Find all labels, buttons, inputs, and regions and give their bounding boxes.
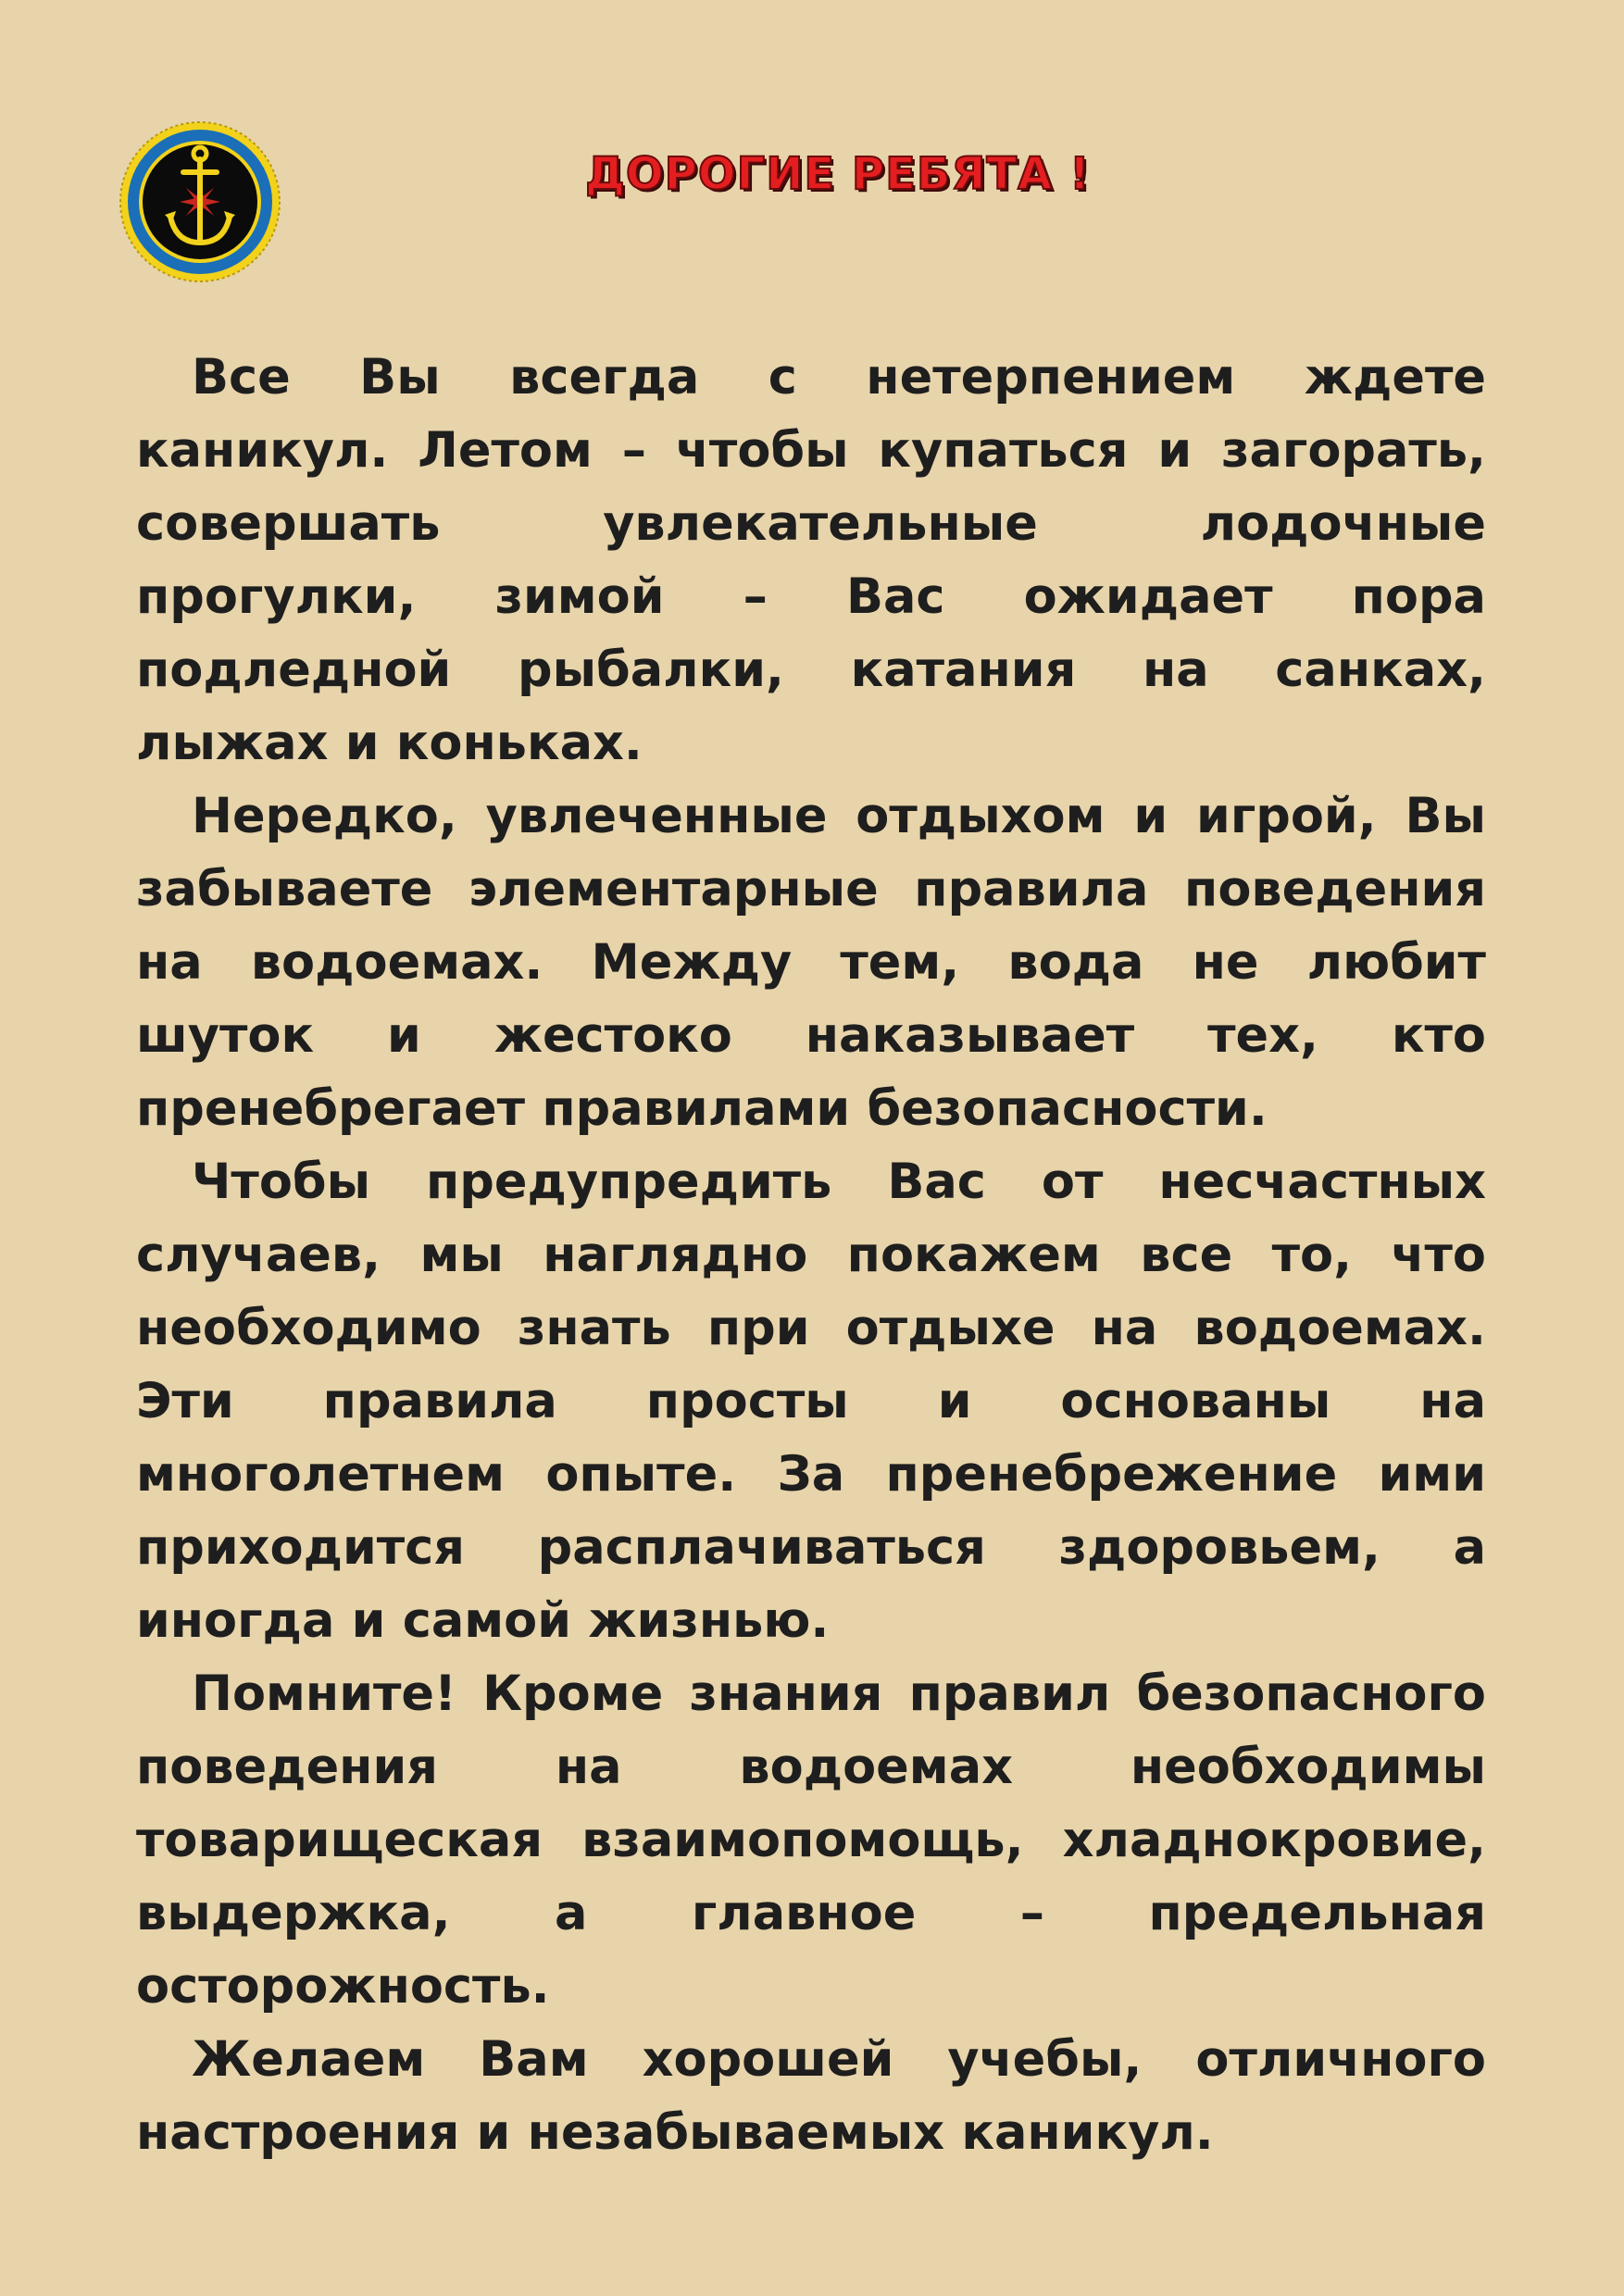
page-title: ДОРОГИЕ РЕБЯТА ! [585,148,1091,200]
letter-body [136,341,1486,2169]
paragraph: Помните! Кроме знания правил безопасного поведения на водоемах необходимы товарищеская взаимопомощь, хладнокровие, выдержка, а главное – предельная осторожность. [136,1666,1486,2015]
paragraph: Желаем Вам хорошей учебы, отличного настроения и незабываемых каникул. [136,2031,1486,2161]
paragraph: Чтобы предупредить Вас от несчастных случаев, мы наглядно покажем все то, что необходимо знать при отдыхе на водоемах. Эти правила просты и основаны на многолетнем опыте. За пренебрежение ими приходится расплачиваться здоровьем, а иногда и самой жизнью. [136,1154,1486,1649]
paragraph: Нередко, увлеченные отдыхом и игрой, Вы забываете элементарные правила поведения на водоемах. Между тем, вода не любит шуток и жестоко наказывает тех, кто пренебрегает правилами безопасности. [136,788,1486,1137]
naval-anchor-emblem-icon [119,120,281,283]
paragraph: Все Вы всегда с нетерпением ждете каникул. Летом – чтобы купаться и загорать, совершать увлекательные лодочные прогулки, зимой – Вас ожидает пора подледной рыбалки, катания на санках, лыжах и коньках. [136,349,1486,771]
